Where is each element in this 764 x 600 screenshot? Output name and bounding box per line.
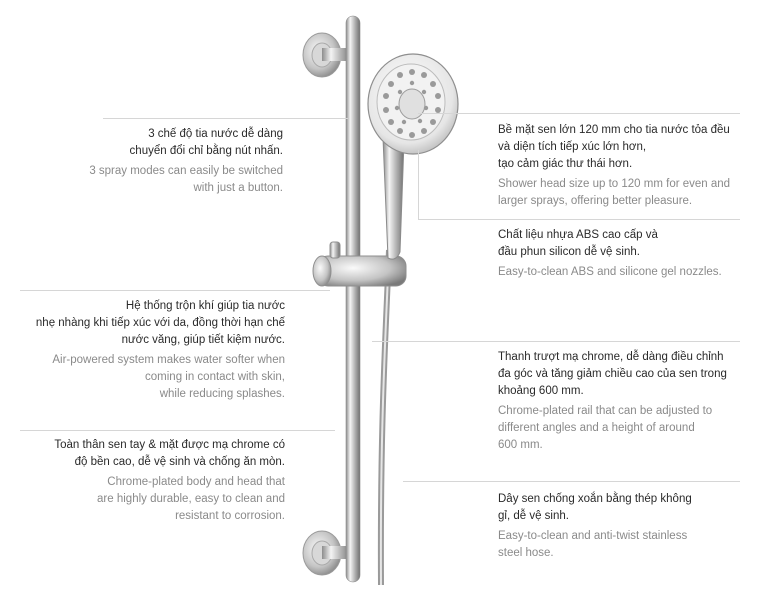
text-line: nhẹ nhàng khi tiếp xúc với da, đồng thời hạn chế [35, 317, 285, 329]
feature-head-size [498, 122, 758, 210]
text-line: Easy-to-clean ABS and silicone gel nozzles. [498, 266, 722, 278]
text-line: độ bền cao, dễ vệ sinh và chống ăn mòn. [74, 456, 285, 468]
text-line: gỉ, dễ vệ sinh. [498, 510, 569, 522]
text-line: Air-powered system makes water softer when [52, 354, 285, 366]
text-line: đầu phun silicon dễ vệ sinh. [498, 246, 640, 258]
text-line: 3 chế độ tia nước dễ dàng [148, 128, 283, 140]
top-wall-bracket [303, 33, 352, 77]
leader-line [418, 150, 419, 219]
feature-vn-text [498, 349, 758, 400]
feature-vn-text [5, 298, 285, 349]
text-line: Chất liệu nhựa ABS cao cấp và [498, 229, 658, 241]
slide-rail [346, 16, 360, 582]
text-line: Chrome-plated body and head that [107, 476, 285, 488]
text-line: different angles and a height of around [498, 422, 695, 434]
text-line: Shower head size up to 120 mm for even and [498, 178, 731, 190]
text-line: Bề mặt sen lớn 120 mm cho tia nước tỏa đều [498, 124, 730, 136]
text-line: Easy-to-clean and anti-twist stainless [498, 530, 688, 542]
text-line: Toàn thân sen tay & mặt được mạ chrome có [54, 439, 285, 451]
shower-head [368, 54, 458, 154]
text-line: larger sprays, offering better pleasure. [498, 195, 693, 207]
feature-slide-rail [498, 349, 758, 454]
feature-spray-modes [23, 126, 283, 197]
leader-line [403, 481, 740, 482]
text-line: tạo cảm giác thư thái hơn. [498, 158, 633, 170]
feature-chrome-body [5, 437, 285, 525]
text-line: chuyển đổi chỉ bằng nút nhấn. [129, 145, 283, 157]
feature-en-text [5, 352, 285, 403]
leader-line [418, 219, 740, 220]
feature-vn-text [23, 126, 283, 160]
feature-en-text [498, 403, 758, 454]
text-line: are highly durable, easy to clean and [97, 493, 285, 505]
feature-en-text [498, 264, 758, 281]
text-line: steel hose. [498, 547, 554, 559]
feature-en-text [498, 176, 758, 210]
feature-vn-text [498, 491, 738, 525]
leader-line [103, 118, 348, 119]
text-line: resistant to corrosion. [175, 510, 285, 522]
text-line: 600 mm. [498, 439, 543, 451]
feature-en-text [5, 474, 285, 525]
leader-line [372, 341, 740, 342]
feature-vn-text [498, 122, 758, 173]
text-line: Hệ thống trộn khí giúp tia nước [125, 300, 285, 312]
text-line: Chrome-plated rail that can be adjusted to [498, 405, 713, 417]
text-line: coming in contact with skin, [145, 371, 285, 383]
text-line: nước văng, giúp tiết kiệm nước. [121, 334, 285, 346]
bottom-wall-bracket [303, 531, 352, 575]
text-line: 3 spray modes can easily be switched [89, 165, 283, 177]
feature-en-text [498, 528, 738, 562]
feature-hose [498, 491, 738, 562]
text-line: và diện tích tiếp xúc lớn hơn, [498, 141, 647, 153]
leader-line [418, 113, 740, 114]
feature-air-system [5, 298, 285, 403]
text-line: while reducing splashes. [159, 388, 285, 400]
text-line: Dây sen chống xoắn bằng thép không [498, 493, 692, 505]
feature-vn-text [5, 437, 285, 471]
text-line: khoảng 600 mm. [498, 385, 584, 397]
feature-en-text [23, 163, 283, 197]
text-line: Thanh trượt mạ chrome, dễ dàng điều chỉnh [498, 351, 724, 363]
feature-vn-text [498, 227, 758, 261]
text-line: with just a button. [193, 182, 283, 194]
shower-handle [383, 138, 404, 259]
leader-line [20, 430, 335, 431]
feature-abs-material [498, 227, 758, 281]
text-line: đa góc và tăng giảm chiều cao của sen trong [498, 368, 727, 380]
leader-line [20, 290, 330, 291]
